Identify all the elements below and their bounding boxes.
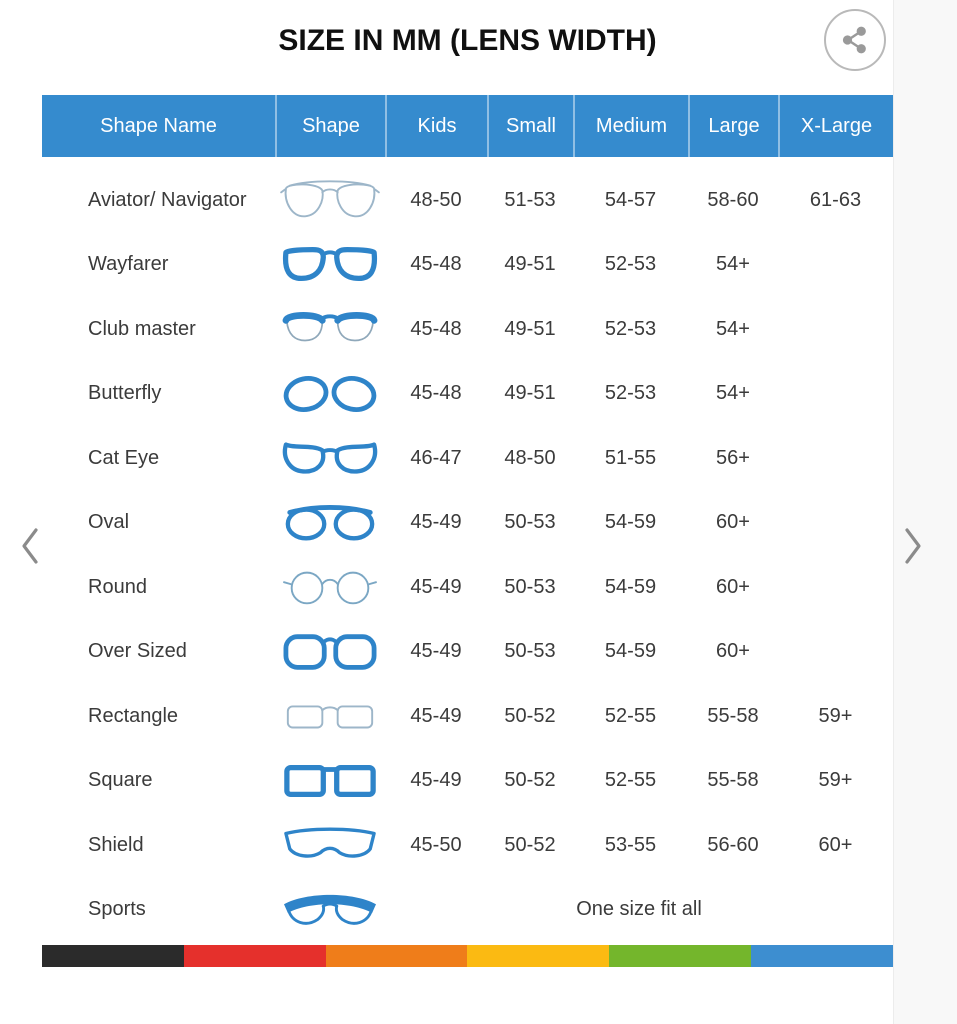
shape-name-label: Square	[88, 769, 153, 792]
stripe-segment-blue	[751, 945, 893, 967]
sports-glasses-icon	[275, 878, 385, 943]
column-header-medium: Medium	[573, 95, 688, 157]
size-kids: 45-48	[410, 382, 462, 405]
chevron-right-icon	[899, 524, 927, 568]
size-medium: 54-57	[604, 188, 657, 211]
butterfly-glasses-icon	[275, 362, 385, 427]
table-row	[42, 168, 893, 233]
size-medium: 52-53	[604, 253, 657, 276]
size-xlarge	[778, 426, 893, 491]
stripe-segment-black	[42, 945, 184, 967]
size-kids: 45-48	[410, 317, 462, 340]
cateye-glasses-icon	[275, 426, 385, 491]
size-small: 50-52	[504, 704, 556, 727]
table-row	[42, 749, 893, 814]
size-small: 48-50	[504, 446, 556, 469]
size-large: 60+	[716, 511, 750, 534]
size-kids: 45-49	[410, 769, 462, 792]
shape-name-label: Aviator/ Navigator	[88, 188, 247, 211]
shape-name-label: Shield	[88, 833, 144, 856]
column-header-shape: Shape	[275, 95, 385, 157]
shape-name-label: Sports	[88, 898, 146, 921]
stripe-segment-red	[184, 945, 326, 967]
size-kids: 45-50	[410, 833, 462, 856]
shape-name-label: Over Sized	[88, 640, 187, 663]
size-large: 58-60	[707, 188, 759, 211]
carousel-prev-button[interactable]	[14, 524, 46, 568]
size-medium: 51-55	[604, 446, 657, 469]
oval-glasses-icon	[275, 491, 385, 556]
stripe-segment-green	[609, 945, 751, 967]
size-xlarge	[778, 555, 893, 620]
size-kids: 45-49	[410, 575, 462, 598]
size-medium: 54-59	[604, 640, 657, 663]
share-icon	[840, 25, 870, 55]
clubmaster-glasses-icon	[275, 297, 385, 362]
size-xlarge	[778, 297, 893, 362]
size-large: 60+	[716, 575, 750, 598]
size-kids: 45-49	[410, 704, 462, 727]
table-row	[42, 813, 893, 878]
size-small: 51-53	[504, 188, 556, 211]
size-medium: 52-53	[604, 317, 657, 340]
size-small: 49-51	[504, 317, 556, 340]
shape-name-label: Oval	[88, 511, 130, 534]
size-large: 54+	[716, 382, 750, 405]
size-medium: 53-55	[604, 833, 657, 856]
size-medium: 54-59	[604, 575, 657, 598]
table-header	[42, 95, 893, 157]
column-header-kids: Kids	[385, 95, 487, 157]
round-glasses-icon	[275, 555, 385, 620]
size-small: 49-51	[504, 253, 556, 276]
size-large: 54+	[716, 317, 750, 340]
rectangle-glasses-icon	[275, 684, 385, 749]
size-xlarge	[778, 362, 893, 427]
table-row	[42, 426, 893, 491]
size-medium: 52-55	[604, 704, 657, 727]
oversized-glasses-icon	[275, 620, 385, 685]
size-medium: 52-55	[604, 769, 657, 792]
wayfarer-glasses-icon	[275, 233, 385, 298]
color-stripe	[42, 945, 893, 967]
size-xlarge: 60+	[818, 833, 853, 856]
shield-glasses-icon	[275, 813, 385, 878]
size-large: 56-60	[707, 833, 759, 856]
stripe-segment-orange	[326, 945, 468, 967]
size-xlarge: 59+	[818, 704, 853, 727]
one-size-note: One size fit all	[576, 898, 702, 921]
stripe-segment-yellow	[467, 945, 609, 967]
table-row	[42, 297, 893, 362]
size-small: 50-52	[504, 769, 556, 792]
chevron-left-icon	[16, 524, 44, 568]
carousel-next-button[interactable]	[897, 524, 929, 568]
size-kids: 45-49	[410, 640, 462, 663]
shape-name-label: Round	[88, 575, 147, 598]
size-kids: 46-47	[410, 446, 462, 469]
size-xlarge	[778, 491, 893, 556]
table-body	[42, 168, 893, 942]
shape-name-label: Butterfly	[88, 382, 162, 405]
shape-name-label: Cat Eye	[88, 446, 160, 469]
square-glasses-icon	[275, 749, 385, 814]
size-large: 55-58	[707, 769, 759, 792]
aviator-glasses-icon	[275, 168, 385, 233]
size-kids: 45-48	[410, 253, 462, 276]
column-header-small: Small	[487, 95, 573, 157]
share-button[interactable]	[824, 9, 886, 71]
page-title: SIZE IN MM (LENS WIDTH)	[278, 24, 657, 57]
size-medium: 54-59	[604, 511, 657, 534]
size-kids: 48-50	[410, 188, 462, 211]
column-header-xlarge: X-Large	[778, 95, 893, 157]
table-row	[42, 491, 893, 556]
size-small: 50-52	[504, 833, 556, 856]
size-xlarge	[778, 233, 893, 298]
size-small: 50-53	[504, 640, 556, 663]
right-gutter	[893, 0, 957, 1024]
column-header-large: Large	[688, 95, 778, 157]
size-large: 54+	[716, 253, 750, 276]
column-header-shape-name: Shape Name	[100, 114, 217, 137]
size-xlarge	[778, 620, 893, 685]
size-xlarge: 59+	[818, 769, 853, 792]
size-small: 49-51	[504, 382, 556, 405]
shape-name-label: Wayfarer	[88, 253, 169, 276]
table-row	[42, 362, 893, 427]
table-row	[42, 620, 893, 685]
size-large: 56+	[716, 446, 750, 469]
size-small: 50-53	[504, 575, 556, 598]
table-row	[42, 233, 893, 298]
size-large: 55-58	[707, 704, 759, 727]
size-medium: 52-53	[604, 382, 657, 405]
size-kids: 45-49	[410, 511, 462, 534]
table-row	[42, 555, 893, 620]
size-small: 50-53	[504, 511, 556, 534]
shape-name-label: Club master	[88, 317, 196, 340]
table-row	[42, 684, 893, 749]
size-large: 60+	[716, 640, 750, 663]
size-xlarge: 61-63	[809, 188, 862, 211]
shape-name-label: Rectangle	[88, 704, 179, 727]
table-row	[42, 878, 893, 943]
